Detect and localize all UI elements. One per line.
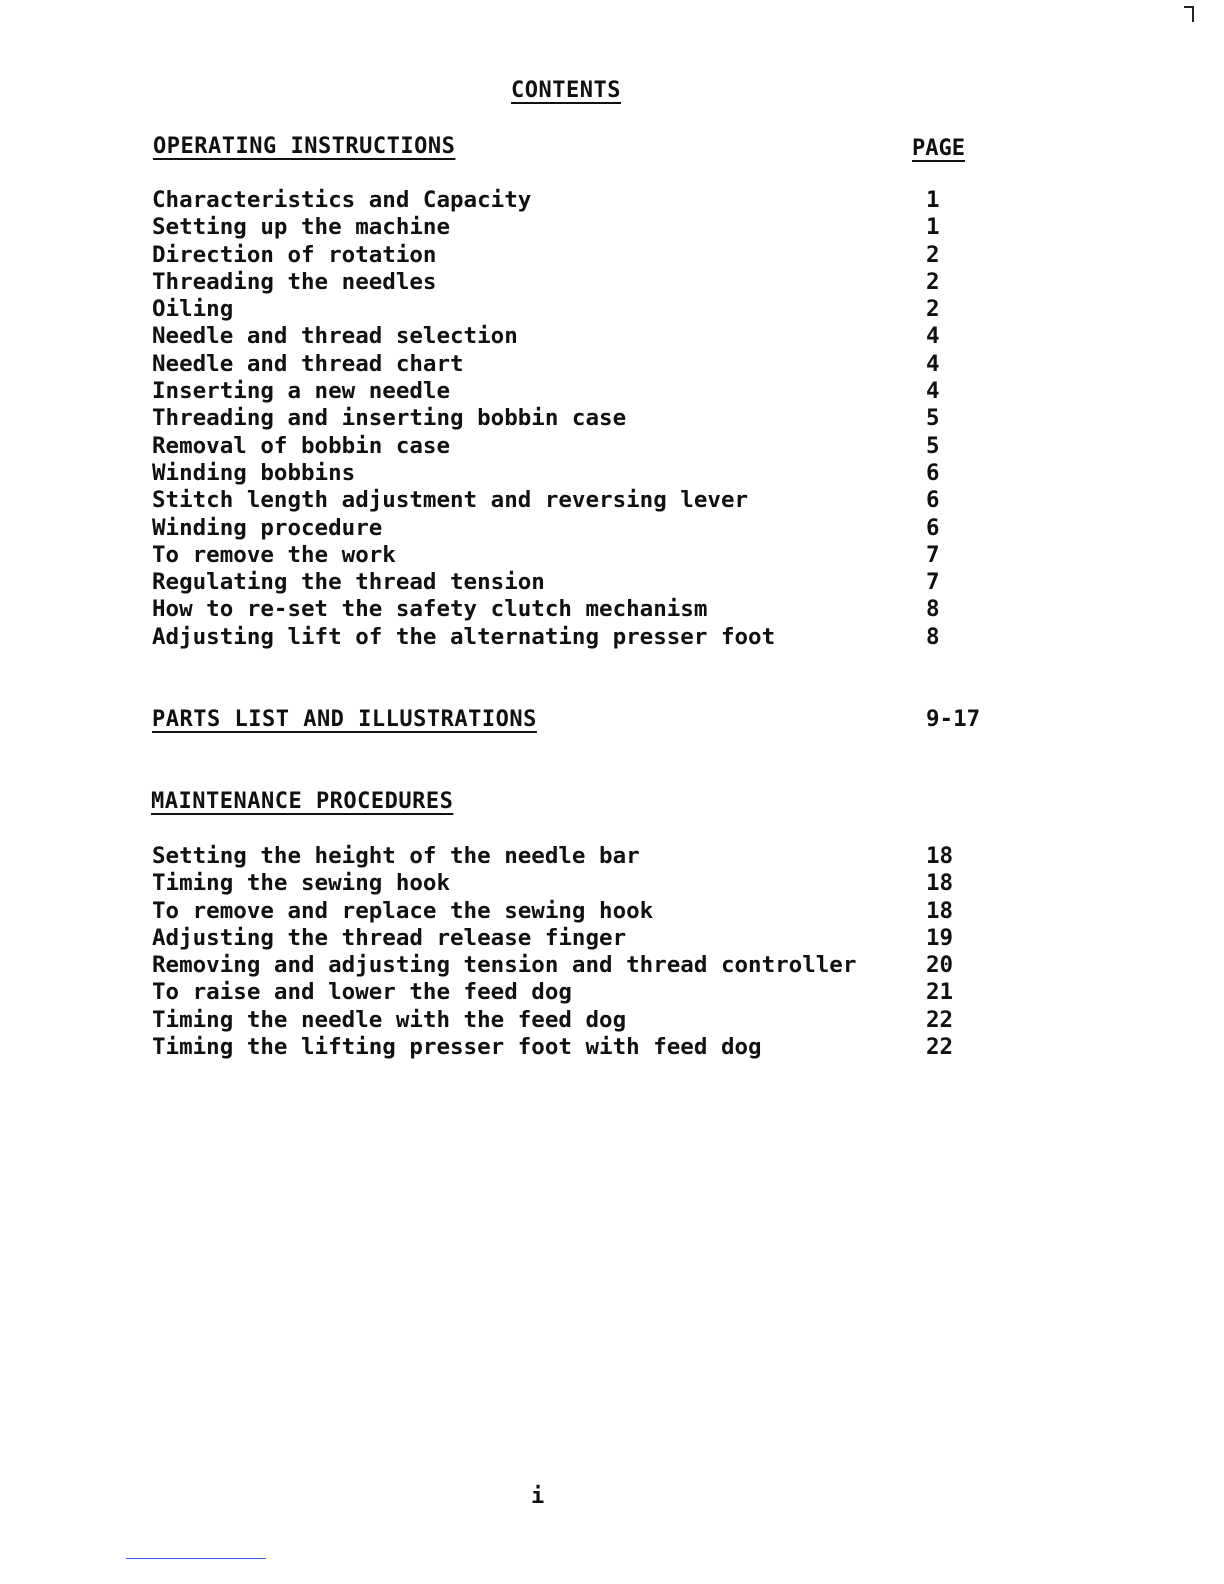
list-item: [152, 269, 1012, 296]
list-item: [152, 1034, 1012, 1061]
page-title: CONTENTS: [511, 78, 621, 103]
list-item: [152, 1007, 1012, 1034]
list-item: [152, 870, 1012, 897]
item-label: To raise and lower the feed dog: [152, 979, 572, 1006]
list-item: [152, 569, 1012, 596]
item-label: Direction of rotation: [152, 241, 437, 268]
item-label: Setting up the machine: [152, 214, 451, 241]
item-label: Threading and inserting bobbin case: [152, 405, 627, 432]
item-page: 19: [926, 924, 954, 951]
item-label: Winding procedure: [152, 514, 383, 541]
list-item: [152, 187, 1012, 214]
item-page: 7: [926, 541, 940, 568]
item-label: Adjusting the thread release finger: [152, 924, 627, 951]
item-page: 8: [926, 596, 940, 623]
item-page: 2: [926, 268, 940, 295]
list-item: [152, 487, 1012, 514]
list-item: [152, 542, 1012, 569]
list-item: [152, 925, 1012, 952]
item-label: Oiling: [152, 296, 234, 323]
item-page: 2: [926, 241, 940, 268]
list-item: [152, 405, 1012, 432]
item-page: 8: [926, 623, 940, 650]
bottom-divider: [126, 1558, 266, 1559]
item-label: Stitch length adjustment and reversing lever: [152, 487, 749, 514]
item-label: To remove and replace the sewing hook: [152, 897, 654, 924]
item-page: 18: [926, 843, 954, 869]
item-label: Needle and thread selection: [152, 323, 518, 350]
item-page: 4: [926, 350, 940, 377]
item-page: 20: [926, 952, 954, 979]
list-item: [152, 378, 1012, 405]
item-page: 21: [926, 979, 954, 1006]
item-page: 6: [926, 487, 940, 514]
item-label: Adjusting lift of the alternating presser foot: [152, 623, 776, 650]
page-number: i: [531, 1484, 545, 1509]
list-item: [152, 296, 1012, 323]
page-column-heading: PAGE: [912, 136, 965, 161]
item-label: Timing the lifting presser foot with feed dog: [152, 1034, 762, 1061]
item-page: 18: [926, 897, 954, 924]
parts-heading: PARTS LIST AND ILLUSTRATIONS: [152, 707, 537, 732]
parts-page: 9-17: [926, 706, 981, 732]
operating-list: [152, 187, 1012, 651]
item-page: 4: [926, 378, 940, 405]
list-item: [152, 433, 1012, 460]
list-item: [152, 214, 1012, 241]
list-item: [152, 624, 1012, 651]
list-item: [152, 843, 1012, 870]
item-page: 4: [926, 323, 940, 350]
list-item: [152, 242, 1012, 269]
operating-heading: OPERATING INSTRUCTIONS: [153, 134, 456, 159]
maintenance-list: [152, 843, 1012, 1061]
item-label: Setting the height of the needle bar: [152, 843, 640, 869]
list-item: [152, 898, 1012, 925]
item-label: Regulating the thread tension: [152, 569, 545, 596]
item-label: Inserting a new needle: [152, 378, 451, 405]
item-page: 18: [926, 870, 954, 897]
list-item: [152, 952, 1012, 979]
item-label: Threading the needles: [152, 268, 437, 295]
item-label: To remove the work: [152, 541, 396, 568]
corner-mark: [1184, 6, 1194, 22]
item-label: Removing and adjusting tension and thread controller: [152, 952, 857, 979]
item-page: 2: [926, 296, 940, 323]
item-label: Timing the sewing hook: [152, 870, 451, 897]
item-page: 1: [926, 187, 940, 213]
item-label: Needle and thread chart: [152, 350, 464, 377]
item-page: 5: [926, 405, 940, 432]
item-label: Timing the needle with the feed dog: [152, 1006, 627, 1033]
list-item: [152, 460, 1012, 487]
item-page: 1: [926, 214, 940, 241]
list-item: [152, 596, 1012, 623]
item-label: How to re-set the safety clutch mechanism: [152, 596, 708, 623]
item-page: 6: [926, 514, 940, 541]
item-label: Winding bobbins: [152, 459, 356, 486]
item-label: Characteristics and Capacity: [152, 187, 532, 213]
item-page: 7: [926, 569, 940, 596]
list-item: [152, 351, 1012, 378]
item-page: 22: [926, 1034, 954, 1061]
item-page: 6: [926, 459, 940, 486]
item-page: 5: [926, 432, 940, 459]
maintenance-heading: MAINTENANCE PROCEDURES: [151, 789, 454, 814]
list-item: [152, 979, 1012, 1006]
item-label: Removal of bobbin case: [152, 432, 451, 459]
item-page: 22: [926, 1006, 954, 1033]
list-item: [152, 515, 1012, 542]
list-item: [152, 323, 1012, 350]
